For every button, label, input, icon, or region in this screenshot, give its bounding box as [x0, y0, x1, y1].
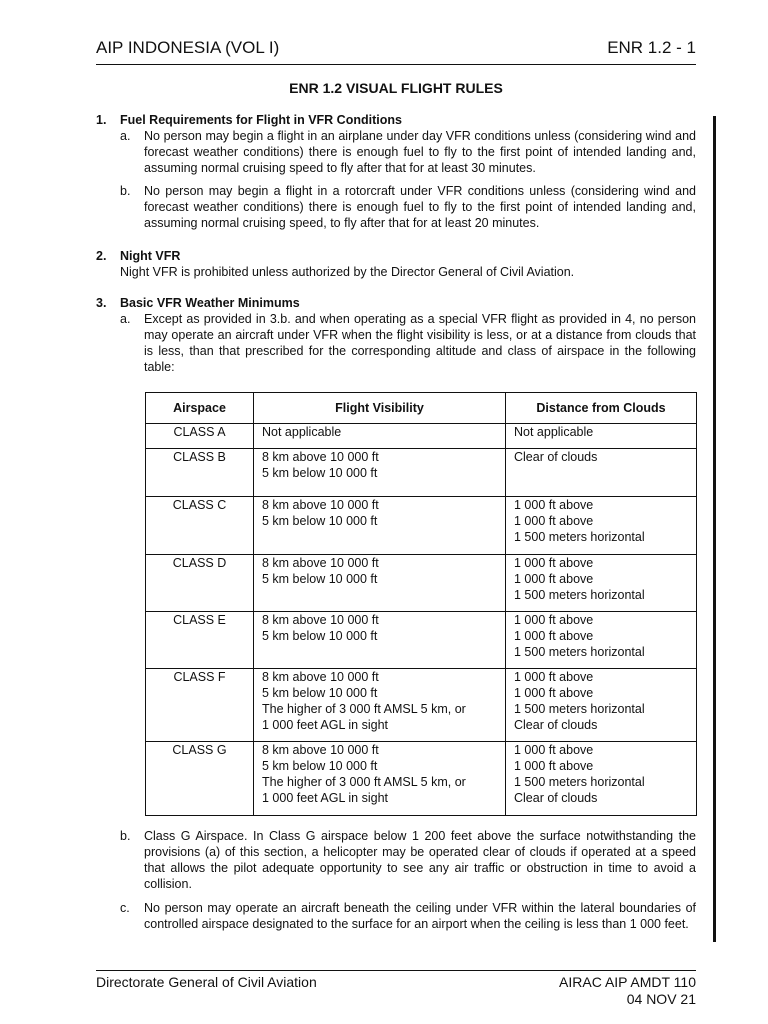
section-night-vfr: [96, 248, 696, 280]
item-text: No person may operate an aircraft beneath the ceiling under VFR within the lateral boundaries of controlled airspace designated to the surface for an airport when the ceiling is less than 1 000 feet.: [144, 901, 696, 931]
col-header-flight-visibility: Flight Visibility: [254, 393, 506, 424]
distance-cell: 1 000 ft above 1 000 ft above 1 500 meters horizontal Clear of clouds: [506, 742, 697, 816]
footer-amendment-number: AIRAC AIP AMDT 110: [559, 974, 696, 990]
section-heading: [96, 295, 696, 311]
visibility-cell: 8 km above 10 000 ft 5 km below 10 000 ft: [254, 612, 506, 669]
item-letter: b.: [120, 184, 131, 198]
section-class-g-exception: [96, 828, 696, 932]
item-letter: a.: [120, 312, 131, 326]
table-row: [146, 669, 697, 742]
visibility-cell: 8 km above 10 000 ft 5 km below 10 000 ft The higher of 3 000 ft AMSL 5 km, or 1 000 feet AGL in sight: [254, 742, 506, 816]
list-item: [96, 183, 696, 231]
section-number: 3.: [96, 296, 107, 310]
visibility-cell: Not applicable: [254, 424, 506, 449]
airspace-cell: CLASS D: [146, 555, 254, 612]
distance-cell: 1 000 ft above 1 000 ft above 1 500 meters horizontal Clear of clouds: [506, 669, 697, 742]
list-item: [96, 828, 696, 892]
section-heading: [96, 248, 696, 264]
footer-amendment: [559, 974, 696, 1008]
amendment-bar: [713, 116, 716, 942]
list-item: [96, 311, 696, 375]
section-title: Night VFR: [120, 249, 181, 263]
table-row: [146, 742, 697, 816]
page-header: [96, 38, 696, 62]
section-number: 1.: [96, 113, 107, 127]
visibility-cell: 8 km above 10 000 ft 5 km below 10 000 ft: [254, 449, 506, 497]
item-text: Except as provided in 3.b. and when operating as a special VFR flight as provided in 4, no person may operate an aircraft under VFR when the flight visibility is less, or at a distance from clouds that is less, than that prescribed for the corresponding altitude and class of airspace in the following table:: [144, 312, 696, 374]
visibility-cell: 8 km above 10 000 ft 5 km below 10 000 ft The higher of 3 000 ft AMSL 5 km, or 1 000 feet AGL in sight: [254, 669, 506, 742]
airspace-cell: CLASS G: [146, 742, 254, 816]
section-fuel-requirements: [96, 112, 696, 231]
item-letter: b.: [120, 829, 131, 843]
visibility-cell: 8 km above 10 000 ft 5 km below 10 000 ft: [254, 497, 506, 555]
section-title: Fuel Requirements for Flight in VFR Conditions: [120, 113, 402, 127]
header-divider: [96, 64, 696, 65]
footer-date: 04 NOV 21: [626, 991, 696, 1007]
table-row: [146, 424, 697, 449]
list-item: [96, 900, 696, 932]
item-text: No person may begin a flight in a rotorcraft under VFR conditions unless (considering wind and forecast weather conditions) there is enough fuel to fly to the first point of intended landing and, assuming normal cruising speed, to fly after that for at least 20 minutes.: [144, 184, 696, 230]
list-item: [96, 128, 696, 176]
airspace-cell: CLASS E: [146, 612, 254, 669]
table-row: [146, 449, 697, 497]
table-row: [146, 555, 697, 612]
header-document-title: AIP INDONESIA (VOL I): [96, 38, 280, 57]
distance-cell: Not applicable: [506, 424, 697, 449]
section-text: Night VFR is prohibited unless authorized by the Director General of Civil Aviation.: [120, 265, 575, 279]
distance-cell: 1 000 ft above 1 000 ft above 1 500 meters horizontal: [506, 497, 697, 555]
col-header-airspace: Airspace: [146, 393, 254, 424]
col-header-distance-from-clouds: Distance from Clouds: [506, 393, 697, 424]
page-title: ENR 1.2 VISUAL FLIGHT RULES: [289, 80, 503, 96]
item-letter: c.: [120, 901, 130, 915]
footer-authority: Directorate General of Civil Aviation: [96, 974, 317, 990]
distance-cell: Clear of clouds: [506, 449, 697, 497]
section-number: 2.: [96, 249, 107, 263]
table-row: [146, 497, 697, 555]
section-title: Basic VFR Weather Minimums: [120, 296, 300, 310]
section-heading: [96, 112, 696, 128]
item-text: No person may begin a flight in an airplane under day VFR conditions unless (considering wind and forecast weather conditions) there is enough fuel to fly to the first point of intended landing and, assuming normal cruising speed to fly after that for at least 30 minutes.: [144, 129, 696, 175]
table-row: [146, 612, 697, 669]
vfr-minimums-table: [145, 392, 697, 816]
visibility-cell: 8 km above 10 000 ft 5 km below 10 000 ft: [254, 555, 506, 612]
header-page-number: ENR 1.2 - 1: [607, 38, 696, 57]
table-header-row: [146, 393, 697, 424]
airspace-cell: CLASS A: [146, 424, 254, 449]
distance-cell: 1 000 ft above 1 000 ft above 1 500 meters horizontal: [506, 555, 697, 612]
footer-divider: [96, 970, 696, 971]
item-letter: a.: [120, 129, 131, 143]
airspace-cell: CLASS C: [146, 497, 254, 555]
item-text: Class G Airspace. In Class G airspace below 1 200 feet above the surface notwithstanding the provisions (a) of this section, a helicopter may be operated clear of clouds if operated at a speed that allows the pilot adequate opportunity to see any air traffic or obstruction in time to avoid a collision.: [144, 829, 696, 891]
airspace-cell: CLASS B: [146, 449, 254, 497]
airspace-cell: CLASS F: [146, 669, 254, 742]
distance-cell: 1 000 ft above 1 000 ft above 1 500 meters horizontal: [506, 612, 697, 669]
section-weather-minimums: [96, 295, 696, 375]
